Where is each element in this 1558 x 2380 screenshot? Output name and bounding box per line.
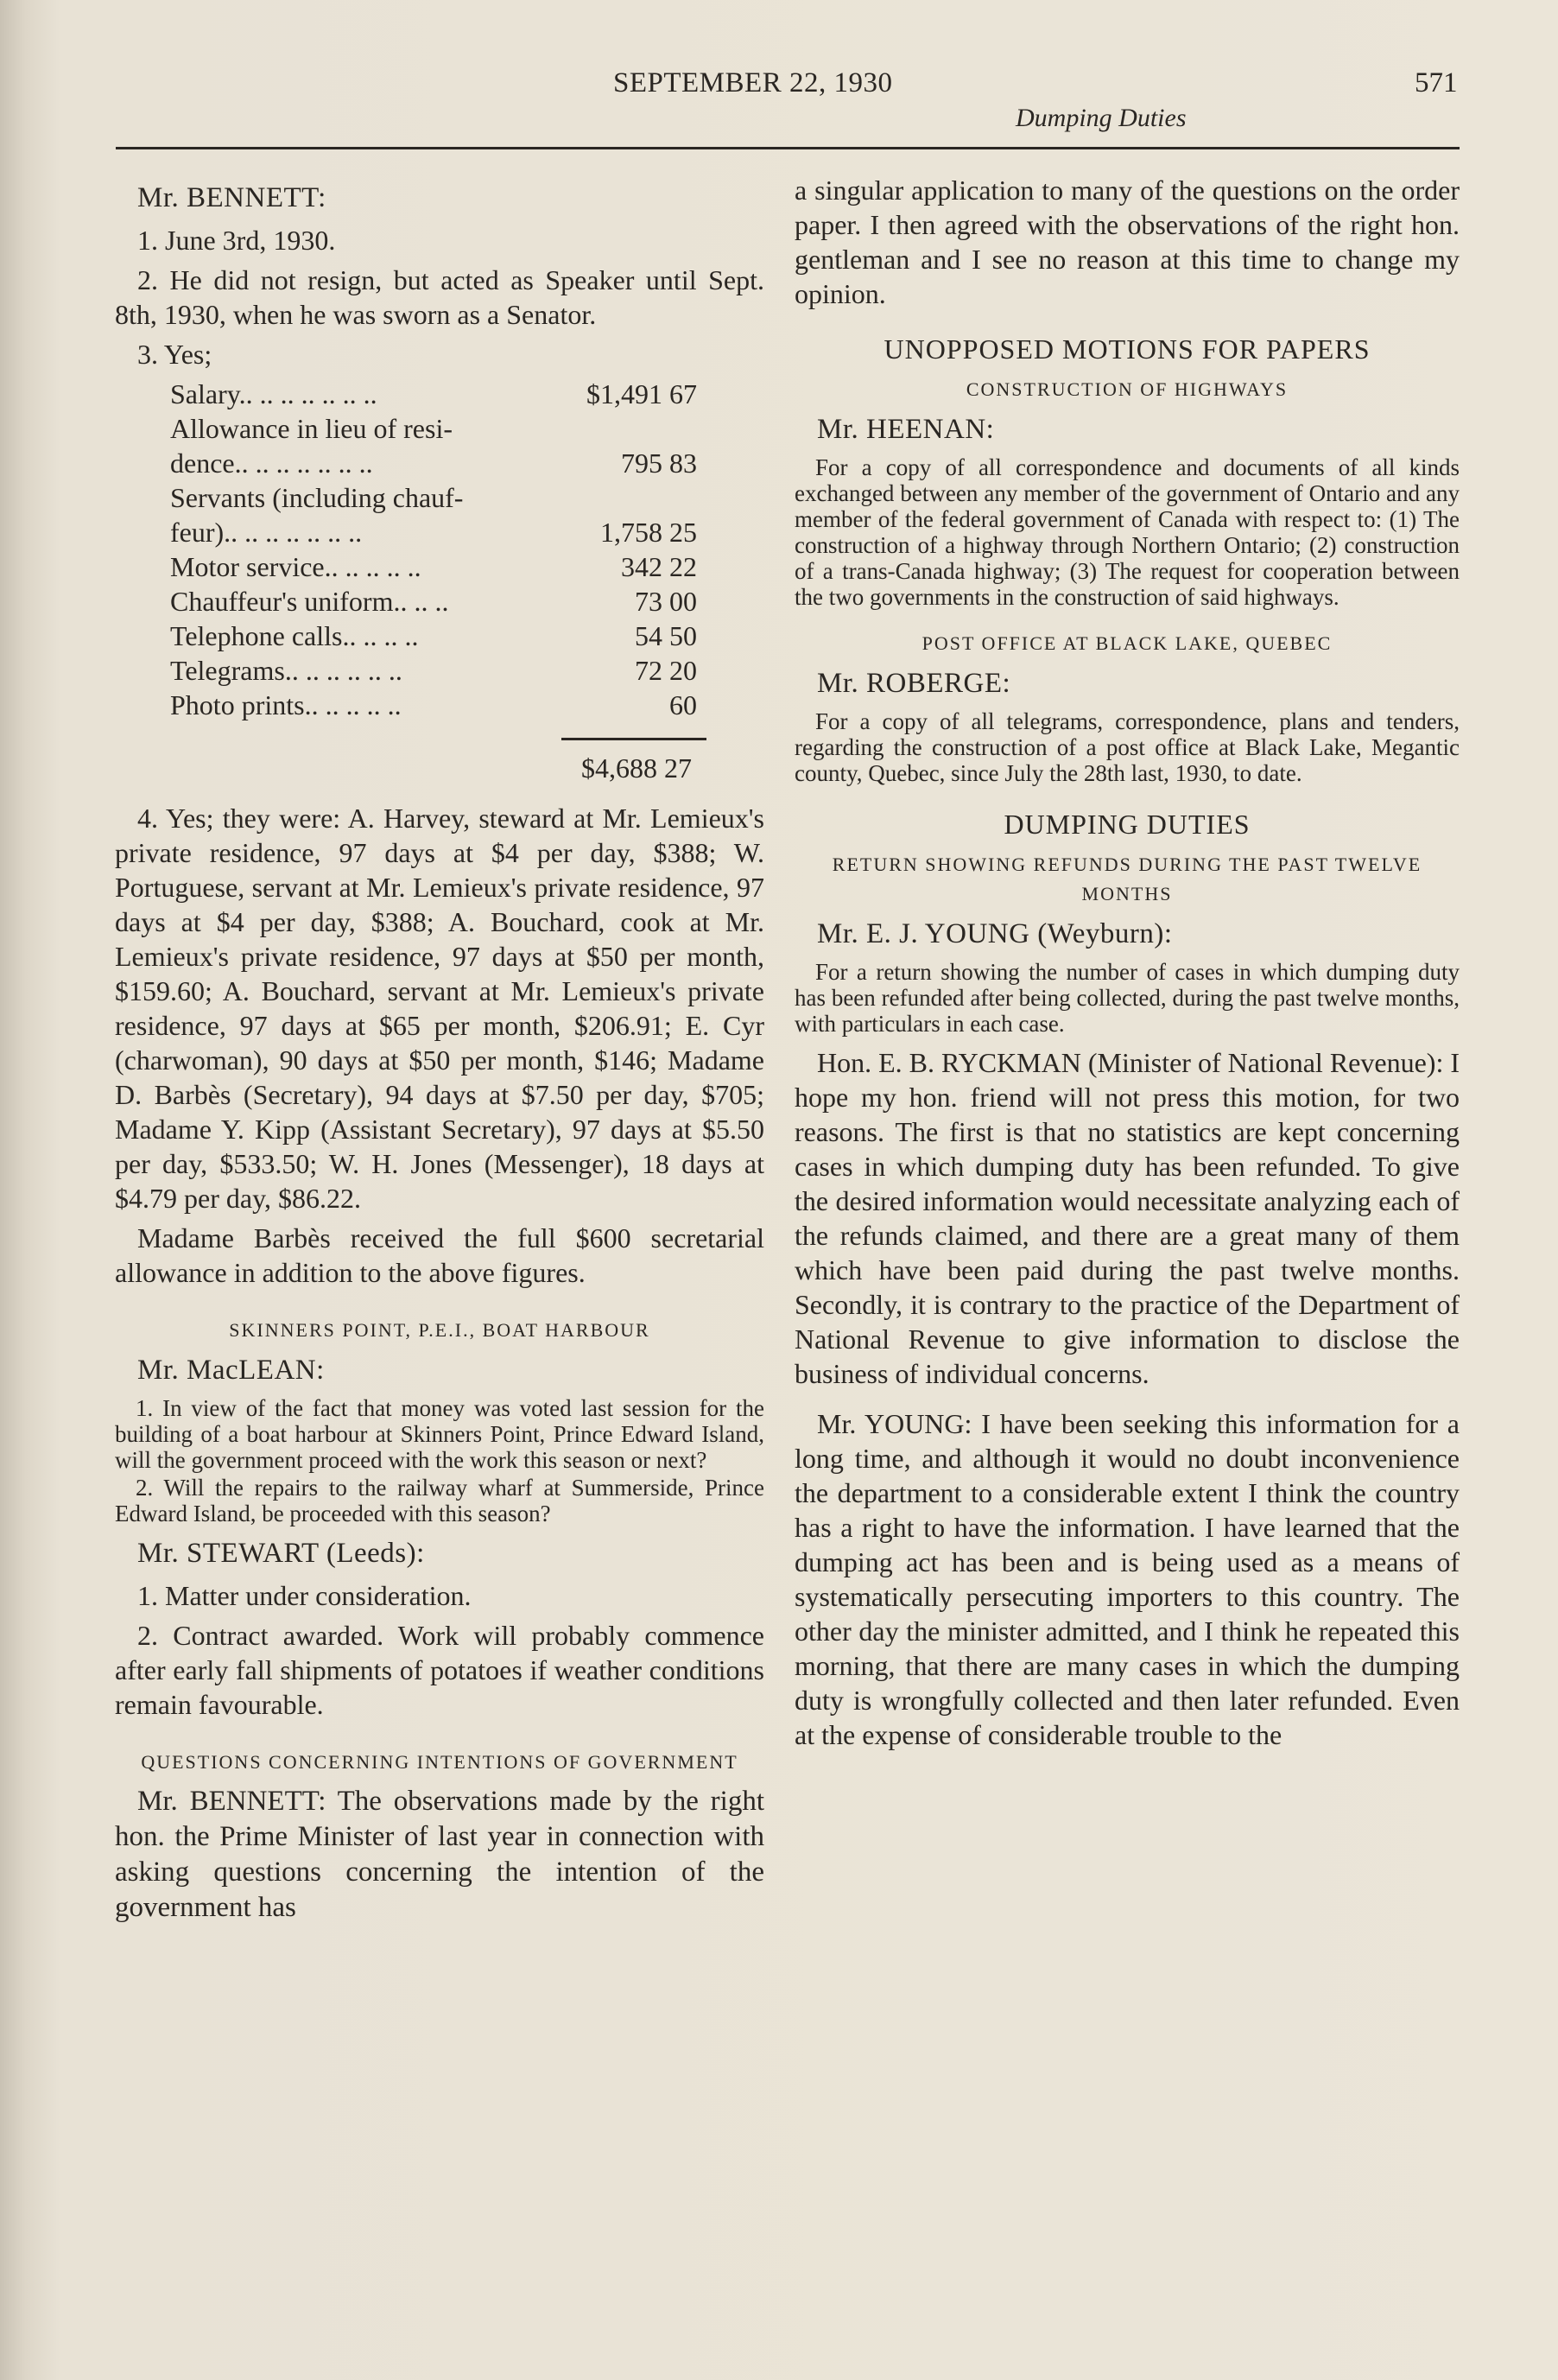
- left-column: [115, 173, 764, 1931]
- expense-row: [170, 446, 697, 480]
- expense-amount: 72 20: [635, 655, 697, 686]
- header-divider: [116, 147, 1460, 149]
- ryckman-paragraph: Hon. E. B. RYCKMAN (Minister of National Revenue): I hope my hon. friend will not press this motion, for two reasons. The first is that no statistics are kept concerning cases in which dumping duty has been refunded. To give the desired information would necessitate analyzing each of the refunds claimed, and there are a great many of them which have been paid during the past twelve months. Secondly, it is contrary to the practice of the Department of National Revenue to give information to disclose the business of individual concerns.: [795, 1047, 1460, 1389]
- section-title: Dumping Duties: [1016, 104, 1187, 132]
- answer-4: 4. Yes; they were: A. Harvey, steward at Mr. Lemieux's private residence, 97 days at $4 per day, $388; W. Portuguese, servant at Mr. Lemieux's private residence, 97 days at $4 per day, $388; A. Bouchard, cook at Mr. Lemieux's private residence, 97 days at $50 per month, $159.60; A. Bouchard, servant at Mr. Lemieux's private residence, 97 days at $65 per month, $206.91; E. Cyr (charwoman), 90 days at $50 per month, $146; Madame D. Barbès (Secretary), 94 days at $7.50 per day, $705; Madame Y. Kipp (Assistant Secretary), 97 days at $5.50 per day, $533.50; W. H. Jones (Messenger), 18 days at $4.79 per day, $86.22.: [115, 803, 764, 1214]
- expense-row: [170, 515, 697, 549]
- bennett-paragraph: Mr. BENNETT: The observations made by the right hon. the Prime Minister of last year in connection with asking questions concerning the intention of the government has: [115, 1786, 764, 1923]
- speaker-maclean: Mr. MacLEAN:: [137, 1355, 325, 1386]
- expense-label: Servants (including chauf-: [170, 482, 464, 513]
- continued-paragraph: a singular application to many of the questions on the order paper. I then agreed with the observations of the right hon. gentleman and I see no reason at this time to change my opinion.: [795, 175, 1460, 309]
- expense-row: [170, 549, 697, 584]
- expense-row: [170, 619, 697, 653]
- heading-construction-highways: CONSTRUCTION OF HIGHWAYS: [966, 378, 1289, 400]
- expense-label-cont: dence.. .. .. .. .. .. ..: [170, 447, 373, 479]
- expense-row: [170, 653, 697, 688]
- header-date: SEPTEMBER 22, 1930: [613, 67, 893, 98]
- page-number: 571: [1415, 67, 1458, 98]
- expense-amount: 73 00: [635, 586, 697, 617]
- speaker-young: Mr. E. J. YOUNG (Weyburn):: [817, 918, 1173, 949]
- heading-unopposed-motions: UNOPPOSED MOTIONS FOR PAPERS: [884, 333, 1371, 365]
- total-divider: [561, 738, 706, 740]
- speaker-stewart: Mr. STEWART (Leeds):: [137, 1538, 425, 1569]
- expense-amount: 795 83: [621, 447, 697, 479]
- expense-label: Telephone calls.. .. .. ..: [170, 620, 419, 651]
- answer-stewart-1: 1. Matter under consideration.: [137, 1580, 472, 1611]
- expense-total: $4,688 27: [581, 752, 692, 784]
- young-paragraph: Mr. YOUNG: I have been seeking this information for a long time, and although it would no doubt inconvenience the department to a considerable extent I think the country has a right to have the information. I have learned that the dumping act has been and is being used as a means of systematically persecuting importers to this country. The other day the minister admitted, and I think he repeated this morning, that there are many cases in which the dumping duty is wrongfully collected and then later refunded. Even at the expense of considerable trouble to the: [795, 1408, 1460, 1750]
- expense-amount: 54 50: [635, 620, 697, 651]
- heading-dumping-duties: DUMPING DUTIES: [1004, 809, 1251, 840]
- question-skinners-1: 1. In view of the fact that money was voted last session for the building of a boat harbour at Skinners Point, Prince Edward Island, will the government proceed with the work this season or next?: [115, 1395, 764, 1473]
- expense-row: [170, 480, 697, 515]
- expense-label: Motor service.. .. .. .. ..: [170, 551, 421, 582]
- expense-label: Chauffeur's uniform.. .. ..: [170, 586, 449, 617]
- expense-row: [170, 688, 697, 722]
- expense-row: [170, 411, 697, 446]
- expense-label: Salary.. .. .. .. .. .. ..: [170, 378, 377, 409]
- heading-skinners-point: SKINNERS POINT, P.E.I., BOAT HARBOUR: [229, 1319, 650, 1341]
- heading-questions-intentions: QUESTIONS CONCERNING INTENTIONS OF GOVERNMENT: [141, 1751, 738, 1773]
- right-column: [795, 173, 1460, 1757]
- expense-label: Allowance in lieu of resi-: [170, 413, 453, 444]
- speaker-roberge: Mr. ROBERGE:: [817, 668, 1011, 699]
- motion-young: For a return showing the number of cases in which dumping duty has been refunded after being collected, during the past twelve months, with particulars in each case.: [795, 959, 1460, 1037]
- expense-row: [170, 377, 697, 411]
- expense-amount: 342 22: [621, 551, 697, 582]
- speaker-heenan: Mr. HEENAN:: [817, 414, 995, 445]
- motion-roberge: For a copy of all telegrams, correspondence, plans and tenders, regarding the construction of a post office at Black Lake, Megantic county, Quebec, since July the 28th last, 1930, to date.: [795, 708, 1460, 786]
- question-skinners-2: 2. Will the repairs to the railway wharf at Summerside, Prince Edward Island, be proceeded with this season?: [115, 1475, 764, 1526]
- answer-stewart-2: 2. Contract awarded. Work will probably commence after early fall shipments of potatoes if weather conditions remain favourable.: [115, 1620, 764, 1720]
- expense-label: Telegrams.. .. .. .. .. ..: [170, 655, 402, 686]
- answer-2: 2. He did not resign, but acted as Speaker until Sept. 8th, 1930, when he was sworn as a Senator.: [115, 264, 764, 330]
- answer-1: 1. June 3rd, 1930.: [137, 225, 336, 256]
- expense-table: [170, 377, 697, 722]
- answer-4-note: Madame Barbès received the full $600 secretarial allowance in addition to the above figures.: [115, 1222, 764, 1288]
- expense-row: [170, 584, 697, 619]
- expense-amount: $1,491 67: [586, 378, 697, 409]
- expense-amount: 1,758 25: [600, 517, 697, 548]
- heading-post-office: POST OFFICE AT BLACK LAKE, QUEBEC: [922, 632, 1333, 654]
- expense-label: Photo prints.. .. .. .. ..: [170, 689, 402, 720]
- speaker-bennett: Mr. BENNETT:: [137, 182, 326, 213]
- expense-amount: 60: [669, 689, 697, 720]
- expense-label-cont: feur).. .. .. .. .. .. ..: [170, 517, 363, 548]
- heading-return-refunds: RETURN SHOWING REFUNDS DURING THE PAST TWELVE MONTHS: [832, 854, 1422, 904]
- motion-heenan: For a copy of all correspondence and documents of all kinds exchanged between any member of the government of Ontario and any member of the federal government of Canada with respect to: (1) The construction of a highway through Northern Ontario; (2) construction of a trans-Canada highway; (3) The request for cooperation between the two governments in the construction of said highways.: [795, 454, 1460, 610]
- answer-3-intro: 3. Yes;: [137, 339, 212, 370]
